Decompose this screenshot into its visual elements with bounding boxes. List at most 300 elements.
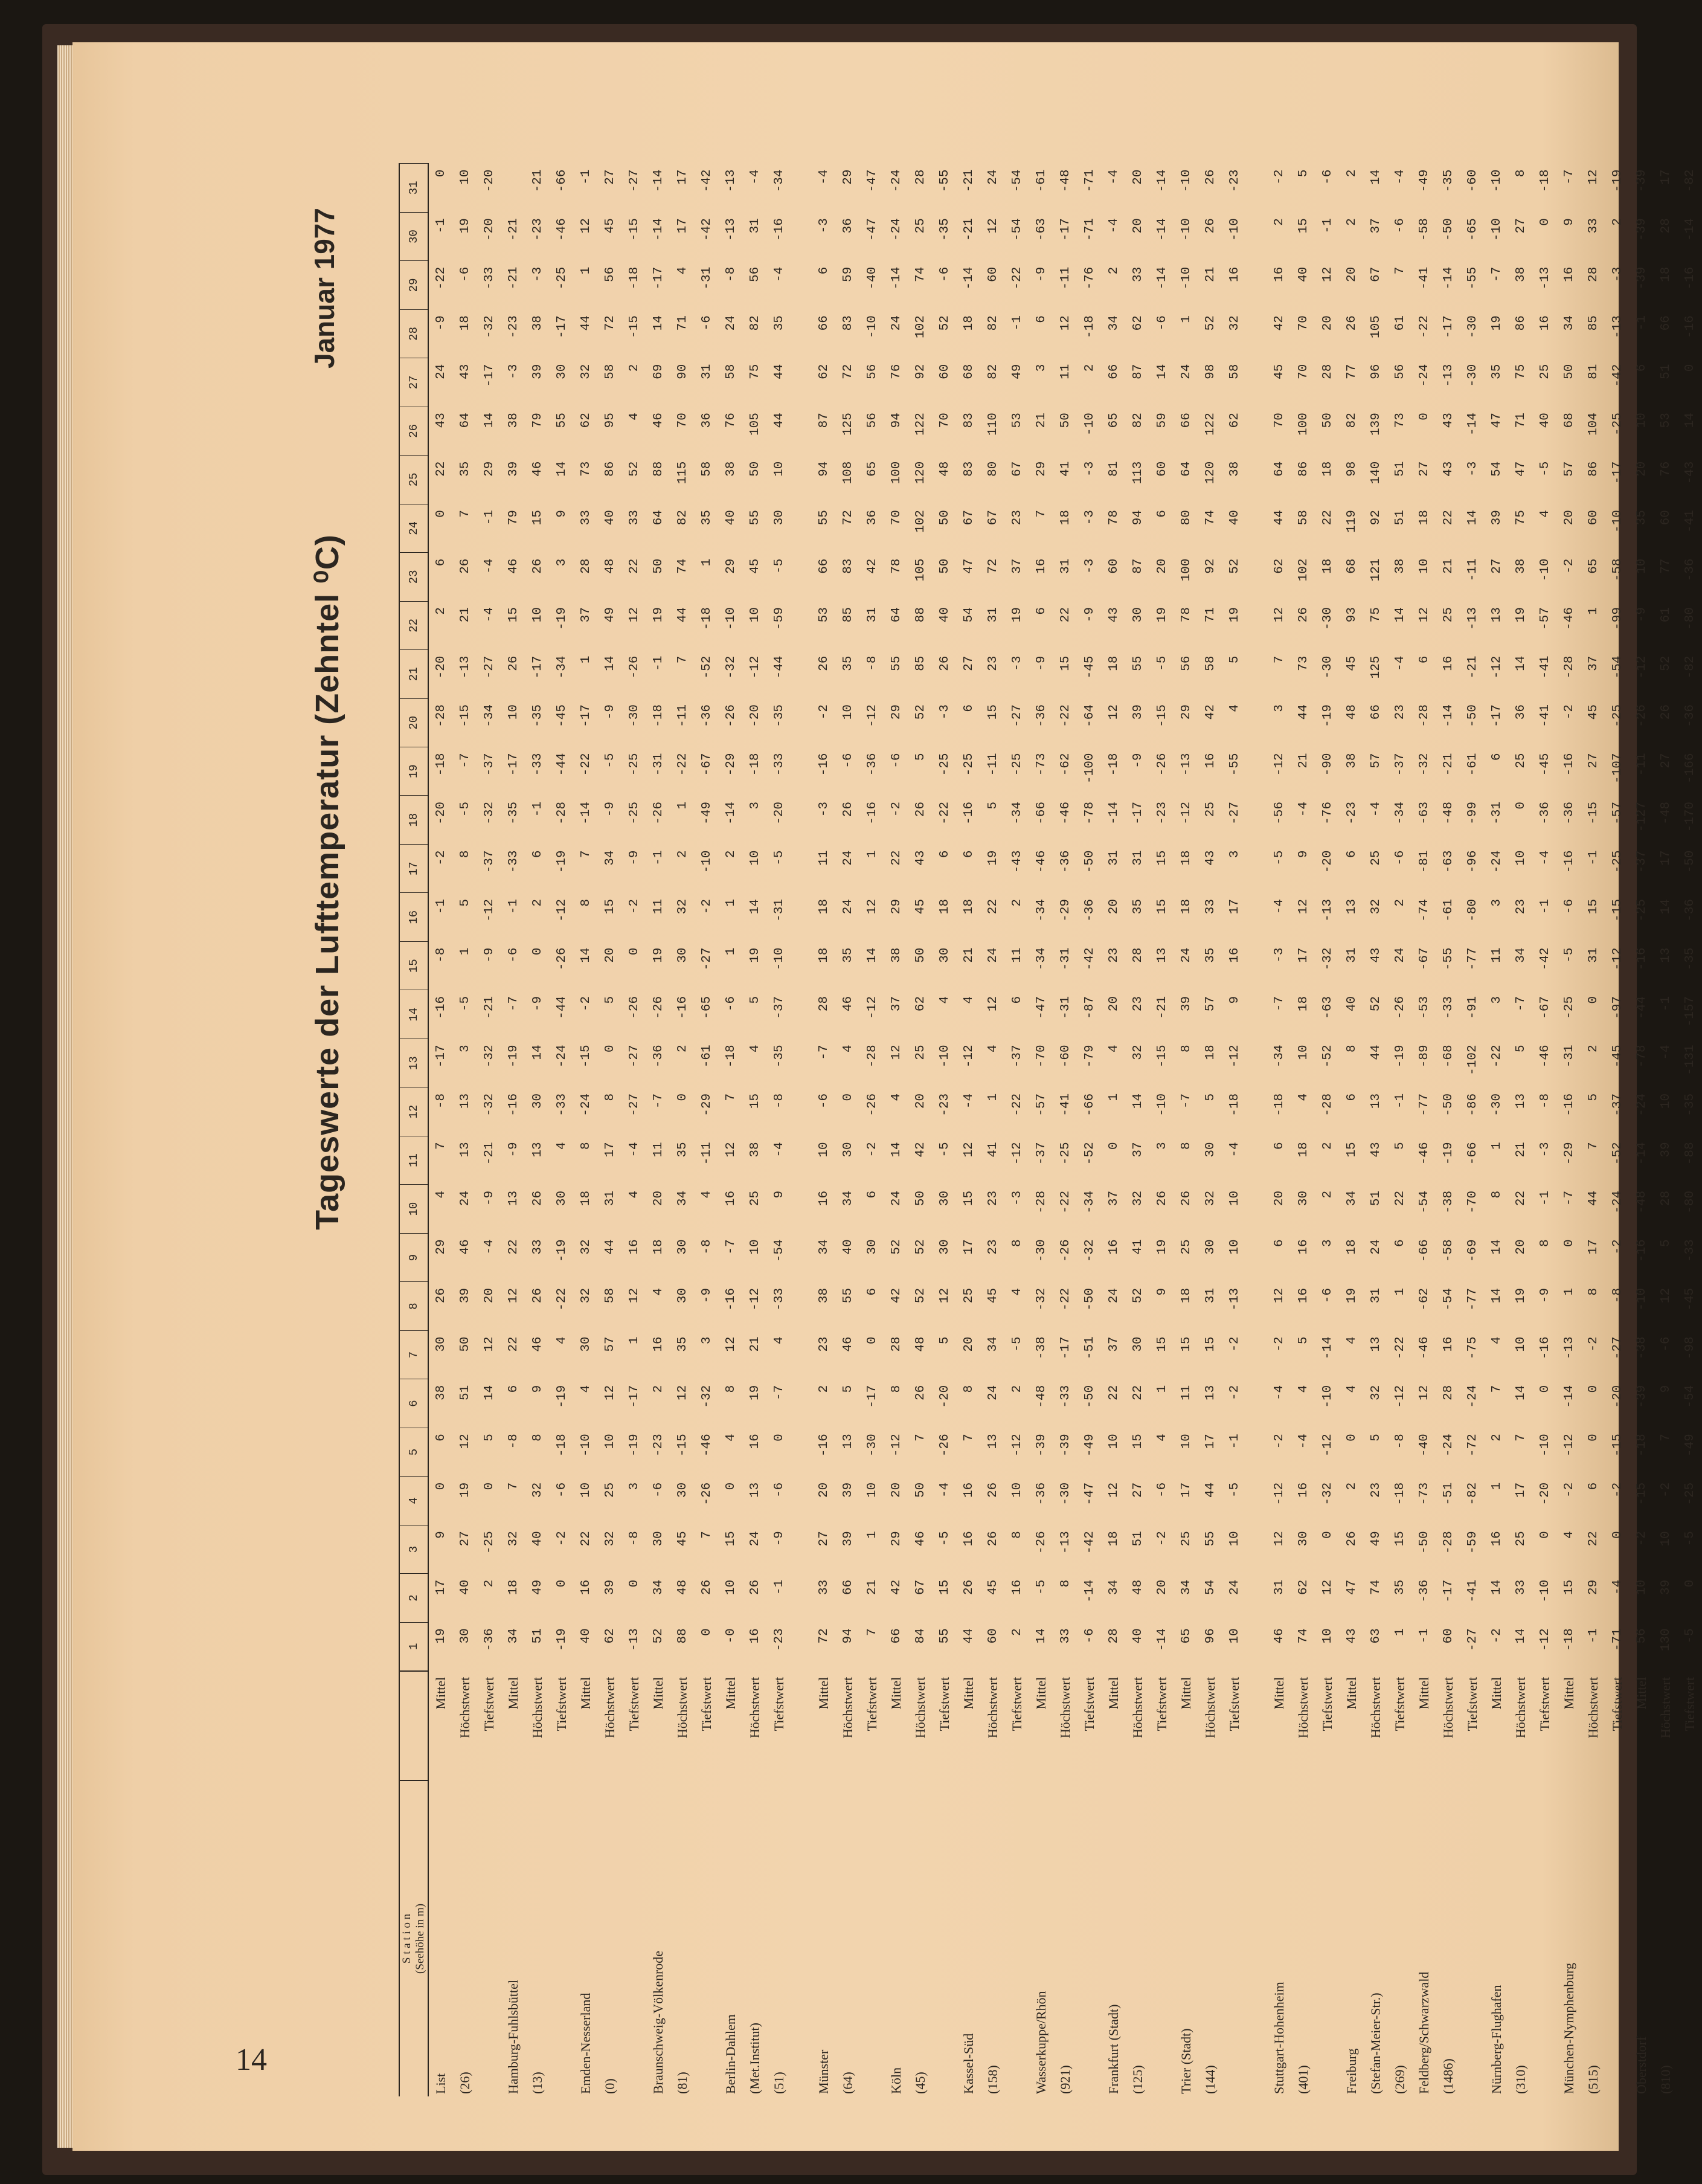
temperature-value: -20: [482, 218, 496, 241]
temperature-value: -9: [1634, 607, 1649, 623]
temperature-value: -59: [772, 607, 786, 630]
temperature-value: -25: [1010, 753, 1024, 776]
temperature-value: 6: [1010, 996, 1024, 1004]
temperature-value: 16: [748, 1434, 762, 1449]
temperature-value: 25: [1514, 753, 1528, 768]
temperature-value: 8: [530, 1434, 545, 1442]
temperature-value: 18: [962, 898, 976, 915]
temperature-value: 8: [458, 850, 472, 858]
table-row: [1340, 164, 1364, 2097]
temperature-value: -27: [1010, 704, 1024, 727]
temperature-value: -3: [530, 266, 545, 282]
temperature-value: 45: [986, 1579, 1000, 1595]
table-row: [1198, 164, 1222, 2097]
temperature-value: 16: [1227, 266, 1242, 282]
temperature-value: -17: [1058, 218, 1073, 241]
temperature-value: 24: [1393, 947, 1407, 963]
temperature-value: 26: [986, 1531, 1000, 1547]
temperature-value: -62: [1417, 1287, 1431, 1311]
temperature-value: 74: [1369, 1579, 1383, 1595]
temperature-value: 5: [1203, 1093, 1218, 1101]
temperature-value: -51: [1082, 1336, 1097, 1360]
station-cell: [550, 1780, 574, 2096]
temperature-value: 51: [458, 1385, 472, 1401]
day-header: 31: [399, 164, 428, 213]
temperature-value: 27: [458, 1531, 472, 1547]
temperature-value: -15: [627, 315, 641, 338]
temperature-value: -17: [651, 266, 666, 290]
temperature-value: 26: [817, 656, 831, 671]
temperature-value: 2: [675, 850, 690, 858]
temperature-value: -36: [1538, 802, 1552, 825]
temperature-value: 39: [603, 1579, 617, 1595]
temperature-value: 2: [1320, 1142, 1335, 1150]
temperature-value: -17: [434, 1045, 448, 1068]
temperature-value: 16: [1296, 1239, 1311, 1255]
temperature-value: 12: [627, 607, 641, 623]
temperature-value: -2: [1272, 1434, 1286, 1449]
temperature-value: 12: [1320, 266, 1335, 282]
temperature-value: 30: [865, 1239, 879, 1255]
temperature-value: -5: [937, 1531, 952, 1547]
temperature-value: -12: [1562, 1434, 1576, 1457]
temperature-value: 47: [1489, 413, 1504, 428]
temperature-value: -55: [1227, 753, 1242, 776]
temperature-value: 62: [1227, 413, 1242, 428]
temperature-value: 45: [913, 898, 928, 915]
temperature-value: 32: [1131, 1190, 1145, 1206]
value-kind: Mittel: [1106, 1677, 1121, 1710]
temperature-value: 2: [675, 1045, 690, 1053]
temperature-value: -13: [458, 656, 472, 679]
temperature-value: -32: [482, 802, 496, 825]
temperature-value: -41: [1683, 510, 1697, 533]
temperature-value: 3: [748, 802, 762, 810]
temperature-value: 10: [748, 1239, 762, 1255]
temperature-value: -78: [1082, 802, 1097, 825]
temperature-value: 50: [913, 947, 928, 963]
day-header: 14: [399, 990, 428, 1039]
temperature-value: 26: [530, 1190, 545, 1206]
temperature-value: 0: [1586, 996, 1601, 1004]
temperature-value: 0: [554, 1579, 569, 1588]
temperature-value: -28: [1441, 1531, 1456, 1554]
temperature-value: -7: [1562, 169, 1576, 185]
temperature-value: 73: [579, 461, 593, 477]
temperature-value: 13: [841, 1434, 855, 1449]
temperature-value: 76: [889, 364, 904, 379]
temperature-value: -32: [482, 1093, 496, 1116]
temperature-value: [501, 164, 525, 213]
temperature-value: 13: [1344, 898, 1359, 915]
temperature-value: 29: [889, 898, 904, 915]
temperature-value: 19: [651, 947, 666, 963]
temperature-value: 4: [675, 266, 690, 275]
temperature-value: 11: [651, 1142, 666, 1158]
temperature-value: 20: [1131, 169, 1145, 185]
temperature-value: -6: [1393, 850, 1407, 866]
temperature-value: 44: [1203, 1482, 1218, 1498]
table-row: [836, 164, 860, 2097]
temperature-value: -25: [1610, 704, 1625, 727]
temperature-value: 52: [889, 1239, 904, 1255]
temperature-value: 8: [1010, 1531, 1024, 1539]
temperature-value: -25: [1634, 898, 1649, 922]
temperature-value: -79: [1082, 1045, 1097, 1068]
temperature-value: -4: [482, 558, 496, 574]
temperature-value: -1: [506, 898, 521, 915]
temperature-value: -6: [699, 315, 714, 331]
temperature-value: 23: [1393, 704, 1407, 720]
temperature-value: 26: [699, 1579, 714, 1595]
table-row: [428, 164, 453, 2097]
temperature-value: 23: [1514, 898, 1528, 915]
temperature-value: 50: [1320, 413, 1335, 428]
temperature-value: 5: [458, 898, 472, 907]
station-cell: [1315, 1780, 1340, 2096]
temperature-value: -22: [1489, 1045, 1504, 1068]
temperature-value: 4: [554, 1142, 569, 1150]
station-altitude: (45): [913, 2072, 928, 2094]
temperature-value: -26: [1634, 704, 1649, 727]
station-altitude: (158): [985, 2065, 1000, 2094]
temperature-value: 53: [1659, 413, 1673, 428]
temperature-value: 66: [889, 1628, 904, 1644]
temperature-value: -34: [1034, 898, 1048, 922]
temperature-value: -76: [1082, 266, 1097, 290]
value-kind: Höchstwert: [1513, 1677, 1528, 1739]
temperature-value: -3: [1272, 947, 1286, 963]
temperature-value: 7: [913, 1434, 928, 1442]
temperature-value: -4: [1369, 802, 1383, 817]
temperature-value: -13: [1562, 1336, 1576, 1360]
temperature-value: 8: [603, 1093, 617, 1101]
value-kind: Tiefstwert: [626, 1677, 641, 1731]
temperature-value: 60: [1441, 1628, 1456, 1644]
station-name: Berlin-Dahlem: [723, 2014, 738, 2094]
temperature-value: 113: [1131, 461, 1145, 485]
temperature-value: 45: [1344, 656, 1359, 671]
temperature-value: -107: [1610, 753, 1625, 784]
temperature-value: -16: [817, 1434, 831, 1457]
temperature-value: -34: [1082, 1190, 1097, 1214]
temperature-value: -31: [1058, 947, 1073, 971]
temperature-value: -47: [1082, 1482, 1097, 1506]
value-kind: Höchstwert: [675, 1677, 690, 1739]
temperature-value: -81: [1417, 850, 1431, 874]
temperature-value: -30: [1034, 1239, 1048, 1263]
temperature-value: -9: [1034, 656, 1048, 671]
table-row: [477, 164, 501, 2097]
temperature-value: 24: [748, 1531, 762, 1547]
temperature-value: 44: [1586, 1190, 1601, 1206]
temperature-value: 100: [1179, 558, 1193, 582]
temperature-value: 9: [1155, 1287, 1169, 1296]
temperature-value: 4: [627, 413, 641, 420]
temperature-value: -6: [1659, 1336, 1673, 1352]
temperature-value: 22: [1131, 1385, 1145, 1401]
temperature-value: -37: [482, 850, 496, 874]
temperature-value: -61: [1034, 169, 1048, 193]
temperature-value: 40: [1131, 1628, 1145, 1644]
temperature-value: 51: [1393, 510, 1407, 526]
temperature-value: 43: [1441, 461, 1456, 477]
temperature-value: 64: [1272, 461, 1286, 477]
temperature-value: 24: [986, 947, 1000, 963]
temperature-value: -4: [937, 1482, 952, 1498]
temperature-value: 46: [506, 558, 521, 574]
temperature-value: -12: [1272, 753, 1286, 776]
temperature-value: 18: [458, 315, 472, 331]
temperature-value: -13: [627, 1628, 641, 1652]
table-row: [884, 164, 908, 2097]
temperature-value: -31: [651, 753, 666, 776]
temperature-value: -21: [482, 1142, 496, 1165]
temperature-value: -9: [482, 1190, 496, 1206]
temperature-value: -75: [1465, 1336, 1480, 1360]
temperature-value: 27: [1659, 753, 1673, 768]
temperature-value: 40: [1227, 510, 1242, 526]
day-header: 17: [399, 844, 428, 892]
temperature-value: 28: [889, 1336, 904, 1352]
temperature-value: 37: [1010, 558, 1024, 574]
temperature-value: -41: [1538, 704, 1552, 727]
temperature-value: 5: [937, 1336, 952, 1344]
temperature-value: -7: [1179, 1093, 1193, 1109]
temperature-value: 95: [603, 413, 617, 428]
temperature-value: 62: [817, 364, 831, 379]
station-header: [399, 1780, 428, 2096]
temperature-value: -13: [1441, 364, 1456, 387]
temperature-value: -12: [1272, 1482, 1286, 1506]
temperature-value: 0: [1514, 802, 1528, 810]
temperature-value: -15: [1610, 1434, 1625, 1457]
table-row: [1485, 164, 1509, 2097]
temperature-value: 14: [530, 1045, 545, 1060]
temperature-value: -30: [1320, 607, 1335, 630]
temperature-value: -45: [1538, 753, 1552, 776]
temperature-value: 28: [817, 996, 831, 1012]
temperature-value: -39: [1634, 266, 1649, 290]
temperature-value: 66: [1179, 413, 1193, 428]
temperature-value: 18: [1320, 558, 1335, 574]
temperature-value: 12: [1058, 315, 1073, 331]
temperature-value: -16: [1538, 1336, 1552, 1360]
temperature-value: 25: [913, 1045, 928, 1060]
temperature-value: 64: [889, 607, 904, 623]
temperature-value: 25: [913, 218, 928, 234]
temperature-value: 21: [458, 607, 472, 623]
temperature-value: -166: [1683, 753, 1697, 784]
station-cell: [1150, 1780, 1174, 2096]
temperature-value: 52: [937, 315, 952, 331]
temperature-value: -33: [772, 753, 786, 776]
temperature-value: 3: [1272, 704, 1286, 712]
station-name: List: [433, 2073, 448, 2094]
temperature-value: 18: [937, 898, 952, 915]
temperature-value: 18: [1179, 850, 1193, 866]
temperature-value: 31: [748, 218, 762, 234]
temperature-value: 14: [1155, 364, 1169, 379]
temperature-value: 8: [1514, 169, 1528, 178]
temperature-value: 16: [651, 1336, 666, 1352]
temperature-value: 96: [1203, 1628, 1218, 1644]
temperature-value: -2: [865, 1142, 879, 1158]
temperature-value: -37: [1393, 753, 1407, 776]
temperature-value: 4: [1296, 1385, 1311, 1393]
temperature-value: -91: [1465, 996, 1480, 1019]
temperature-value: -1: [1586, 850, 1601, 866]
temperature-value: -86: [1465, 1093, 1480, 1116]
temperature-value: 17: [1514, 1482, 1528, 1498]
temperature-value: 14: [889, 1142, 904, 1158]
temperature-value: 53: [1010, 413, 1024, 428]
temperature-value: 22: [1586, 1531, 1601, 1547]
temperature-value: 5: [1296, 1336, 1311, 1344]
temperature-value: -7: [724, 1239, 738, 1255]
temperature-value: -32: [1082, 1239, 1097, 1263]
temperature-value: -2: [554, 1531, 569, 1547]
temperature-value: 57: [603, 1336, 617, 1352]
temperature-value: -28: [1034, 1190, 1048, 1214]
temperature-value: 72: [817, 1628, 831, 1644]
temperature-value: 62: [579, 413, 593, 428]
temperature-value: -21: [530, 169, 545, 193]
temperature-value: 47: [1514, 461, 1528, 477]
table-row: [1581, 164, 1605, 2097]
temperature-value: 92: [913, 364, 928, 379]
temperature-value: 44: [1369, 1045, 1383, 1060]
temperature-value: -21: [962, 169, 976, 193]
temperature-value: -12: [1610, 947, 1625, 971]
temperature-value: 14: [1393, 607, 1407, 623]
temperature-value: -4: [1227, 1142, 1242, 1158]
temperature-value: -100: [1082, 753, 1097, 784]
temperature-value: 66: [817, 558, 831, 574]
temperature-value: 75: [1514, 364, 1528, 379]
temperature-value: -12: [1320, 1434, 1335, 1457]
value-kind: Mittel: [1344, 1677, 1359, 1710]
temperature-value: -15: [1155, 704, 1169, 727]
temperature-value: -65: [1465, 218, 1480, 241]
temperature-value: 4: [772, 1336, 786, 1344]
temperature-value: 38: [1227, 461, 1242, 477]
temperature-value: -17: [554, 315, 569, 338]
day-header: 10: [399, 1185, 428, 1233]
temperature-value: -18: [1393, 1482, 1407, 1506]
temperature-value: 3: [1155, 1142, 1169, 1150]
temperature-value: 88: [913, 607, 928, 623]
temperature-value: 7: [1586, 1142, 1601, 1150]
temperature-value: 74: [913, 266, 928, 282]
temperature-value: 0: [530, 947, 545, 956]
temperature-value: -26: [724, 704, 738, 727]
temperature-value: -13: [1058, 1531, 1073, 1554]
temperature-value: 12: [889, 1045, 904, 1060]
temperature-value: 26: [506, 656, 521, 671]
temperature-value: 122: [1203, 413, 1218, 436]
temperature-value: 77: [1659, 558, 1673, 574]
temperature-value: -6: [772, 1482, 786, 1498]
temperature-value: -16: [962, 802, 976, 825]
temperature-value: -15: [627, 218, 641, 241]
temperature-value: 18: [1106, 656, 1121, 671]
temperature-value: -9: [699, 1287, 714, 1304]
temperature-value: 18: [962, 315, 976, 331]
temperature-value: 48: [1131, 1579, 1145, 1595]
temperature-value: 56: [865, 364, 879, 379]
temperature-value: 26: [913, 1385, 928, 1401]
temperature-value: -34: [1010, 802, 1024, 825]
temperature-value: -25: [482, 1531, 496, 1554]
temperature-value: 30: [937, 1239, 952, 1255]
temperature-value: 6: [1344, 850, 1359, 858]
temperature-value: 0: [841, 1093, 855, 1101]
temperature-value: -22: [1058, 1287, 1073, 1311]
temperature-value: -47: [1034, 996, 1048, 1019]
temperature-value: -7: [772, 1385, 786, 1401]
temperature-value: 38: [724, 461, 738, 477]
temperature-value: 28: [1106, 1628, 1121, 1644]
temperature-value: 44: [962, 1628, 976, 1644]
temperature-value: -35: [772, 1045, 786, 1068]
table-row: [933, 164, 957, 2097]
temperature-table: [399, 163, 1702, 2096]
day-header: 8: [399, 1282, 428, 1330]
temperature-value: -19: [554, 850, 569, 874]
temperature-value: 44: [675, 607, 690, 623]
temperature-value: -59: [1465, 1531, 1480, 1554]
temperature-value: -56: [1272, 802, 1286, 825]
temperature-value: -12: [748, 1287, 762, 1311]
temperature-value: 12: [579, 218, 593, 234]
value-kind: Höchstwert: [1058, 1677, 1073, 1739]
temperature-value: 44: [1296, 704, 1311, 720]
station-header-sub: (Seehöhe in m): [414, 1903, 426, 1974]
temperature-value: 15: [986, 704, 1000, 720]
temperature-value: 3: [554, 558, 569, 567]
temperature-value: 10: [1514, 1336, 1528, 1352]
station-altitude: (51): [771, 2072, 786, 2094]
temperature-value: 83: [841, 315, 855, 331]
temperature-value: 2: [651, 1385, 666, 1393]
temperature-value: -26: [554, 947, 569, 971]
temperature-value: 59: [1155, 413, 1169, 428]
temperature-value: 22: [1106, 1385, 1121, 1401]
temperature-value: -3: [1610, 266, 1625, 282]
temperature-value: -36: [1058, 850, 1073, 874]
temperature-value: 16: [962, 1531, 976, 1547]
temperature-value: 23: [1106, 947, 1121, 963]
temperature-value: -23: [651, 1434, 666, 1457]
temperature-value: 3: [1034, 364, 1048, 372]
temperature-value: -97: [1610, 996, 1625, 1019]
temperature-value: -33: [772, 1287, 786, 1311]
temperature-value: 52: [627, 461, 641, 477]
temperature-value: 1: [1489, 1482, 1504, 1490]
temperature-value: 10: [748, 607, 762, 623]
temperature-value: -77: [1417, 1093, 1431, 1116]
temperature-value: 26: [962, 1579, 976, 1595]
temperature-value: -1: [482, 510, 496, 526]
temperature-value: 48: [675, 1579, 690, 1595]
temperature-value: -54: [1417, 1190, 1431, 1214]
temperature-value: -68: [1441, 1045, 1456, 1068]
temperature-value: -60: [1465, 169, 1480, 193]
temperature-value: 34: [603, 850, 617, 866]
temperature-value: 18: [1296, 1142, 1311, 1158]
table-row: [860, 164, 884, 2097]
